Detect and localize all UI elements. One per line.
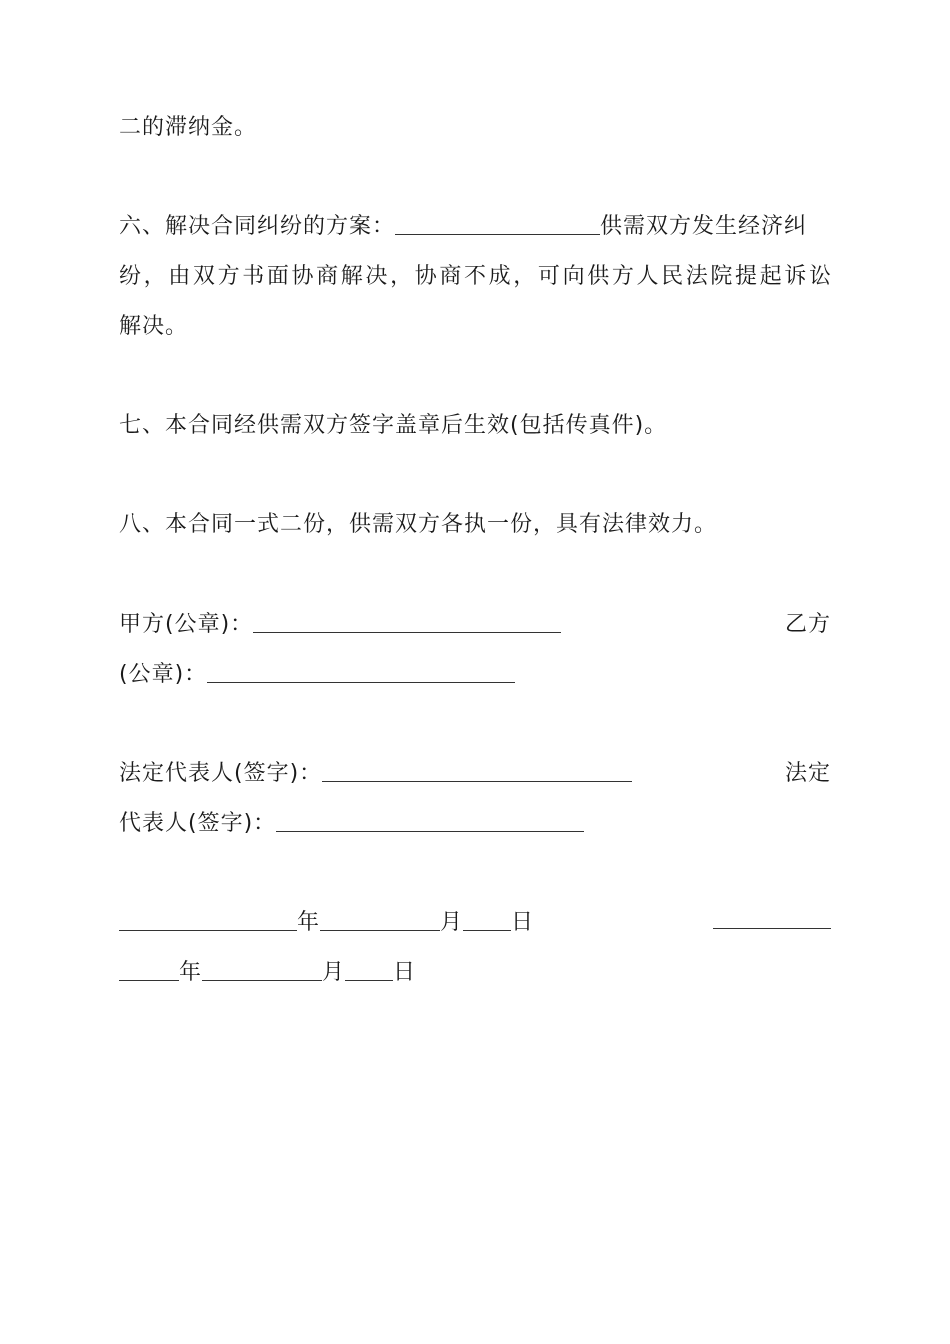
- party-a-seal-blank[interactable]: [253, 610, 561, 633]
- date-b-month-blank[interactable]: [202, 958, 322, 981]
- date-b-day-blank[interactable]: [345, 958, 393, 981]
- clause-6-line-2-text: 纷，由双方书面协商解决，协商不成，可向供方人民法院提起诉讼: [119, 264, 831, 289]
- party-b-label: 乙方: [784, 612, 831, 637]
- date-b-month-label: 月: [322, 960, 346, 985]
- legal-rep-a-label: 法定代表人(签字)：: [119, 761, 323, 786]
- clause-6-lead: 六、解决合同纠纷的方案：: [119, 214, 396, 239]
- clause-6-line-1: [119, 210, 831, 244]
- legal-rep-row: [119, 757, 831, 791]
- clause-5-tail: [119, 111, 831, 145]
- clause-5-text: 二的滞纳金。: [119, 115, 258, 140]
- dispute-solution-blank[interactable]: [395, 212, 600, 235]
- legal-rep-b-label-start: 法定: [784, 761, 831, 786]
- legal-rep-b-row: [119, 807, 831, 841]
- party-a-seal-label: 甲方(公章)：: [119, 612, 254, 637]
- party-b-seal-blank[interactable]: [207, 660, 515, 683]
- date-a-year-label: 年: [297, 910, 321, 935]
- date-row-1: [119, 906, 831, 940]
- clause-6-line-3-text: 解决。: [119, 314, 189, 339]
- clause-6-line-3: [119, 310, 831, 344]
- date-row-2: [119, 956, 831, 990]
- date-b-day-label: 日: [393, 960, 417, 985]
- legal-rep-b-blank[interactable]: [276, 809, 584, 832]
- clause-8: [119, 508, 831, 542]
- date-b-year-blank-rest[interactable]: [119, 958, 179, 981]
- date-b-year-label: 年: [179, 960, 203, 985]
- date-a-month-blank[interactable]: [320, 908, 440, 931]
- party-seal-row: [119, 608, 831, 642]
- clause-8-text: 八、本合同一式二份，供需双方各执一份，具有法律效力。: [119, 512, 718, 537]
- clause-7: [119, 409, 831, 443]
- clause-7-text: 七、本合同经供需双方签字盖章后生效(包括传真件)。: [119, 413, 668, 438]
- legal-rep-b-label-rest: 代表人(签字)：: [119, 811, 277, 836]
- date-b-year-blank-start[interactable]: [713, 906, 831, 929]
- date-a-day-blank[interactable]: [463, 908, 511, 931]
- clause-6-line-1-rest: 供需双方发生经济纠: [600, 214, 808, 239]
- party-b-seal-label: (公章)：: [119, 662, 208, 687]
- date-a-year-blank[interactable]: [119, 908, 297, 931]
- date-a-month-label: 月: [440, 910, 464, 935]
- party-b-seal-row: [119, 658, 831, 692]
- date-a-day-label: 日: [511, 910, 535, 935]
- clause-6-line-2: [119, 260, 831, 294]
- legal-rep-a-blank[interactable]: [322, 759, 632, 782]
